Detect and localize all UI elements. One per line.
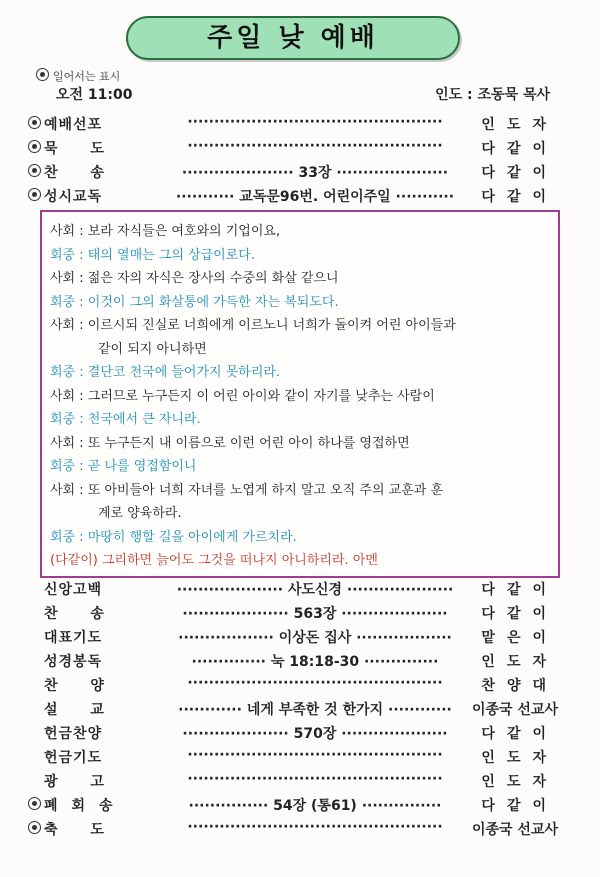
reading-line (50, 291, 339, 310)
legend-text: 일어서는 표시 (53, 70, 121, 83)
order-detail: ················································ (187, 771, 443, 787)
reading-text: 이것이 그의 화살통에 가득한 자는 복되도다. (87, 294, 339, 310)
reading-speaker: 사회 : (50, 224, 88, 239)
reading-text: 태의 열매는 그의 상급이로다. (87, 247, 255, 263)
reading-speaker: 사회 : (50, 388, 88, 404)
order-detail: ·················· 이상돈 집사 ·················· (178, 630, 452, 646)
service-leader: 인도 : 조동묵 목사 (435, 87, 550, 103)
standing-mark-icon (28, 116, 41, 129)
reading-text: 젊은 자의 자식은 장사의 수중의 화살 같으니 (87, 271, 339, 286)
standing-legend (36, 68, 120, 84)
reading-line (50, 244, 255, 263)
reading-line (50, 526, 297, 545)
reading-speaker: 회중 : (50, 294, 88, 310)
order-row (28, 160, 558, 184)
order-label: 축 도 (44, 822, 118, 838)
order-label: 찬 송 (44, 606, 118, 622)
reading-speaker: 사회 : (50, 271, 88, 286)
order-responder: 다같이 (481, 141, 558, 157)
order-row (28, 601, 558, 625)
reading-speaker: 회중 : (50, 247, 88, 263)
reading-line (50, 267, 339, 286)
order-responder: 인도자 (481, 750, 558, 766)
reading-speaker: 회중 : (50, 365, 88, 380)
order-detail: ····················· 33장 ····················· (181, 165, 449, 181)
reading-line (98, 338, 207, 357)
reading-speaker: 회중 : (50, 459, 88, 474)
order-responder: 다같이 (481, 726, 558, 742)
order-label: 찬 양 (44, 678, 118, 694)
order-row (28, 673, 558, 697)
service-time: 오전 11:00 (56, 87, 133, 103)
reading-text: 계로 양육하라. (98, 506, 182, 521)
reading-speaker: 사회 : (50, 482, 88, 498)
order-responder: 다같이 (481, 798, 558, 814)
reading-line (50, 220, 280, 239)
order-detail: ················································ (187, 114, 443, 130)
order-row (28, 769, 558, 793)
reading-text: 결단코 천국에 들어가지 못하리라. (87, 365, 281, 380)
order-label: 폐회송 (44, 798, 127, 814)
order-row (28, 112, 558, 136)
order-row (28, 625, 558, 649)
order-detail: ················································ (187, 747, 443, 763)
reading-line (50, 408, 201, 427)
standing-mark-icon (28, 821, 41, 834)
order-detail: ··········· 교독문96번. 어린이주일 ··········· (175, 189, 455, 205)
reading-line (50, 385, 435, 404)
responsive-reading-box (40, 210, 560, 578)
order-label: 헌금찬양 (44, 726, 103, 742)
order-label: 찬 송 (44, 165, 118, 181)
reading-speaker: 사회 : (50, 435, 88, 451)
order-label: 광 고 (44, 774, 118, 790)
order-detail: ················································ (187, 819, 443, 835)
order-responder: 다같이 (481, 165, 558, 181)
order-responder: 인도자 (481, 774, 558, 790)
order-row (28, 184, 558, 208)
order-responder: 다같이 (481, 582, 558, 598)
reading-line (50, 455, 197, 474)
reading-speaker: 회중 : (50, 529, 88, 545)
order-row (28, 697, 558, 721)
reading-speaker: 사회 : (50, 318, 88, 333)
order-label: 헌금기도 (44, 750, 103, 766)
order-row (28, 745, 558, 769)
order-responder: 이종국 선교사 (471, 702, 558, 718)
order-responder: 인도자 (481, 117, 558, 133)
order-detail: ················································ (187, 138, 443, 154)
order-detail: ················································ (187, 675, 443, 691)
reading-speaker: 회중 : (50, 412, 88, 427)
order-row (28, 649, 558, 673)
reading-line (50, 479, 443, 498)
order-detail: ··············· 54장 (통61) ··············· (188, 798, 442, 814)
order-responder: 다같이 (481, 189, 558, 205)
reading-text: 보라 자식들은 여호와의 기업이요, (87, 224, 281, 239)
order-responder: 이종국 선교사 (471, 822, 558, 838)
order-label: 예배선포 (44, 117, 103, 133)
order-row (28, 793, 558, 817)
page-title: 주일 낮 예배 (126, 16, 460, 60)
reading-text: (다같이) 그리하면 늙어도 그것을 떠나지 아니하리라. 아멘 (50, 553, 378, 568)
reading-line (50, 549, 378, 568)
reading-text: 천국에서 큰 자니라. (87, 412, 201, 427)
order-responder: 찬양대 (481, 678, 558, 694)
reading-text: 같이 되지 아니하면 (98, 341, 207, 357)
order-responder: 인도자 (481, 654, 558, 670)
reading-line (50, 361, 280, 380)
reading-text: 마땅히 행할 길을 아이에게 가르치라. (87, 529, 297, 545)
order-detail: ············ 네게 부족한 것 한가지 ············ (178, 702, 452, 718)
reading-text: 이르시되 진실로 너희에게 이르노니 너희가 돌이켜 어린 아이들과 (87, 318, 456, 333)
standing-mark-icon (28, 188, 41, 201)
order-responder: 다같이 (481, 606, 558, 622)
order-label: 성시교독 (44, 189, 103, 205)
standing-mark-icon (28, 164, 41, 177)
reading-text: 또 아비들아 너희 자녀를 노엽게 하지 말고 오직 주의 교훈과 훈 (87, 482, 444, 498)
order-detail: ···················· 563장 ···················· (182, 606, 448, 622)
order-label: 신앙고백 (44, 582, 103, 598)
order-label: 묵 도 (44, 141, 118, 157)
order-detail: ···················· 사도신경 ···················· (176, 582, 454, 598)
order-label: 설 교 (44, 702, 118, 718)
order-row (28, 136, 558, 160)
order-detail: ·············· 눅 18:18-30 ·············· (191, 654, 439, 670)
reading-text: 곧 나를 영접함이니 (87, 459, 197, 474)
reading-text: 또 누구든지 내 이름으로 이런 어린 아이 하나를 영접하면 (87, 435, 410, 451)
reading-line (50, 314, 456, 333)
reading-line (98, 502, 182, 521)
order-row (28, 817, 558, 841)
order-label: 성경봉독 (44, 654, 103, 670)
order-row (28, 577, 558, 601)
standing-mark-icon (28, 797, 41, 810)
standing-mark-icon (28, 140, 41, 153)
reading-line (50, 432, 410, 451)
order-detail: ···················· 570장 ···················· (182, 726, 448, 742)
order-responder: 맡은이 (481, 630, 558, 646)
order-label: 대표기도 (44, 630, 103, 646)
reading-text: 그러므로 누구든지 이 어린 아이와 같이 자기를 낮추는 사람이 (87, 388, 435, 404)
order-row (28, 721, 558, 745)
standing-mark-icon (36, 68, 49, 81)
